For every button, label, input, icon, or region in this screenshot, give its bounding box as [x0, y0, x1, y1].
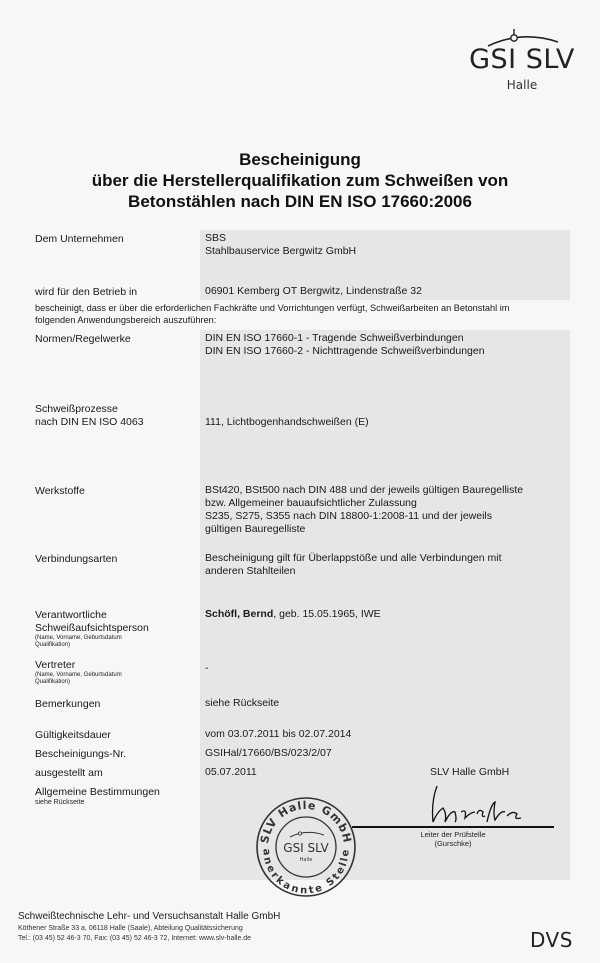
gueltigkeit-label: Gültigkeitsdauer: [35, 729, 111, 741]
svg-text:SLV Halle GmbH: [258, 799, 354, 845]
verbindungsarten-line-2: anderen Stahlteilen: [205, 565, 296, 577]
bestimmungen-label: Allgemeine Bestimmungen: [35, 786, 160, 798]
stamp-location: Halle: [299, 857, 313, 863]
company-label: Dem Unternehmen: [35, 233, 124, 245]
logo-location: Halle: [506, 78, 538, 92]
footer-address: Köthener Straße 33 a, 06118 Halle (Saale), Abteilung Qualitätssicherung: [18, 925, 243, 932]
issuer-name: SLV Halle GmbH: [430, 766, 510, 778]
handwritten-signature: [425, 782, 525, 826]
nummer-value: GSIHal/17660/BS/023/2/07: [205, 747, 332, 759]
aufsicht-details: , geb. 15.05.1965, IWE: [273, 608, 381, 620]
title-line-2: über die Herstellerqualifikation zum Schweißen von: [91, 171, 509, 190]
ausgestellt-value: 05.07.2011: [205, 766, 257, 778]
aufsicht-hint-line-1: (Name, Vorname, Geburtsdatum: [35, 635, 122, 641]
normen-line-2: DIN EN ISO 17660-2 - Nichttragende Schweißverbindungen: [205, 345, 485, 357]
werkstoffe-line-1: BSt420, BSt500 nach DIN 488 und der jeweils gültigen Bauregelliste: [205, 484, 524, 496]
signatory-role: Leiter der Prüfstelle: [420, 830, 486, 839]
statement-line-2: folgenden Anwendungsbereich auszuführen:: [35, 315, 217, 325]
statement-line-1: bescheinigt, dass er über die erforderlichen Fachkräfte und Vorrichtungen verfügt, Schweißarbeiten an Betonstahl im: [35, 303, 510, 313]
site-label: wird für den Betrieb in: [35, 286, 138, 298]
vertreter-hint-line-2: Qualifikation): [35, 679, 71, 685]
bemerkungen-value: siehe Rückseite: [205, 697, 280, 709]
signature-line: [352, 826, 554, 828]
bemerkungen-label: Bemerkungen: [35, 698, 101, 710]
dvs-logo: DVS: [530, 928, 573, 952]
normen-label: Normen/Regelwerke: [35, 333, 131, 345]
verbindungsarten-label: Verbindungsarten: [35, 553, 118, 565]
werkstoffe-line-2: bzw. Allgemeiner bauaufsichtlicher Zulassung: [205, 497, 417, 509]
verbindungsarten-line-1: Bescheinigung gilt für Überlappstöße und alle Verbindungen mit: [205, 552, 502, 564]
title-line-3: Betonstählen nach DIN EN ISO 17660:2006: [128, 192, 472, 211]
ausgestellt-label: ausgestellt am: [35, 767, 103, 779]
gueltigkeit-value: vom 03.07.2011 bis 02.07.2014: [205, 728, 352, 740]
stamp-bottom-text: anerkannte Stelle: [260, 848, 352, 897]
normen-line-1: DIN EN ISO 17660-1 - Tragende Schweißverbindungen: [205, 332, 464, 344]
nummer-label: Bescheinigungs-Nr.: [35, 748, 127, 760]
werkstoffe-line-4: gültigen Bauregelliste: [205, 523, 306, 535]
title-line-1: Bescheinigung: [239, 150, 361, 169]
stamp-top-text: SLV Halle GmbH: [258, 798, 354, 845]
official-stamp: [254, 795, 358, 899]
prozesse-label-line-1: Schweißprozesse: [35, 403, 118, 415]
stamp-brand: GSI SLV: [283, 841, 329, 855]
aufsicht-hint-line-2: Qualifikation): [35, 642, 71, 648]
aufsicht-value: [205, 608, 381, 621]
werkstoffe-line-3: S235, S275, S355 nach DIN 18800-1:2008-11 und der jeweils: [205, 510, 493, 522]
werkstoffe-label: Werkstoffe: [35, 485, 85, 497]
aufsicht-label-line-2: Schweißaufsichtsperson: [35, 622, 149, 634]
aufsicht-label-line-1: Verantwortliche: [35, 609, 107, 621]
aufsicht-name: Schöfl, Bernd: [205, 608, 274, 620]
bestimmungen-hint: siehe Rückseite: [35, 799, 85, 806]
signatory-name: (Gurschke): [434, 839, 472, 848]
prozesse-label-line-2: nach DIN EN ISO 4063: [35, 416, 144, 428]
company-name-line-1: SBS: [205, 232, 227, 244]
vertreter-label: Vertreter: [35, 659, 76, 671]
logo-brand: GSI SLV: [469, 44, 575, 75]
vertreter-hint-line-1: (Name, Vorname, Geburtsdatum: [35, 672, 122, 678]
gsi-slv-logo: [462, 26, 582, 96]
footer-contact: Tel.: (03 45) 52 46-3 70, Fax: (03 45) 52 46-3 72, Internet: www.slv-halle.de: [18, 935, 252, 942]
vertreter-value: -: [205, 662, 209, 674]
prozesse-value: 111, Lichtbogenhandschweißen (E): [205, 416, 369, 428]
svg-text:anerkannte Stelle: [260, 848, 351, 896]
site-value: 06901 Kemberg OT Bergwitz, Lindenstraße 32: [205, 285, 422, 297]
company-name-line-2: Stahlbauservice Bergwitz GmbH: [205, 245, 357, 257]
footer-org: Schweißtechnische Lehr- und Versuchsanstalt Halle GmbH: [18, 911, 281, 922]
